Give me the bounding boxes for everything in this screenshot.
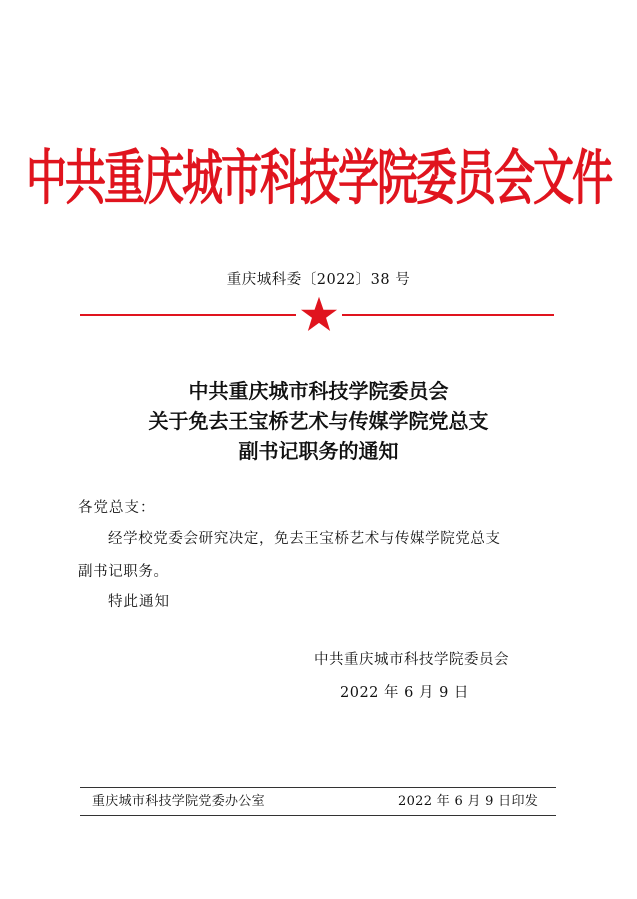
document-masthead: 中共重庆城市科技学院委员会文件 <box>26 143 611 213</box>
notice-title-line-1: 中共重庆城市科技学院委员会 <box>188 379 449 403</box>
body-paragraph-line-1: 经学校党委会研究决定，免去王宝桥艺术与传媒学院党总支 <box>108 531 501 547</box>
footer-issue-date: 2022 年 6 月 9 日印发 <box>398 794 539 809</box>
footer-rule-top <box>80 787 556 788</box>
signature-organization: 中共重庆城市科技学院委员会 <box>314 652 509 668</box>
red-divider-right <box>342 314 554 316</box>
body-paragraph-line-2: 副书记职务。 <box>78 564 169 580</box>
footer-rule-bottom <box>80 815 556 816</box>
star-icon <box>300 296 338 332</box>
signature-date: 2022 年 6 月 9 日 <box>340 685 469 701</box>
footer-issuer: 重庆城市科技学院党委办公室 <box>92 794 265 809</box>
notice-title-line-2: 关于免去王宝桥艺术与传媒学院党总支 <box>148 409 489 433</box>
red-divider-left <box>80 314 296 316</box>
closing-phrase: 特此通知 <box>108 594 170 610</box>
salutation: 各党总支： <box>78 500 156 516</box>
document-number: 重庆城科委〔2022〕38 号 <box>226 272 411 288</box>
notice-title-line-3: 副书记职务的通知 <box>238 439 399 463</box>
